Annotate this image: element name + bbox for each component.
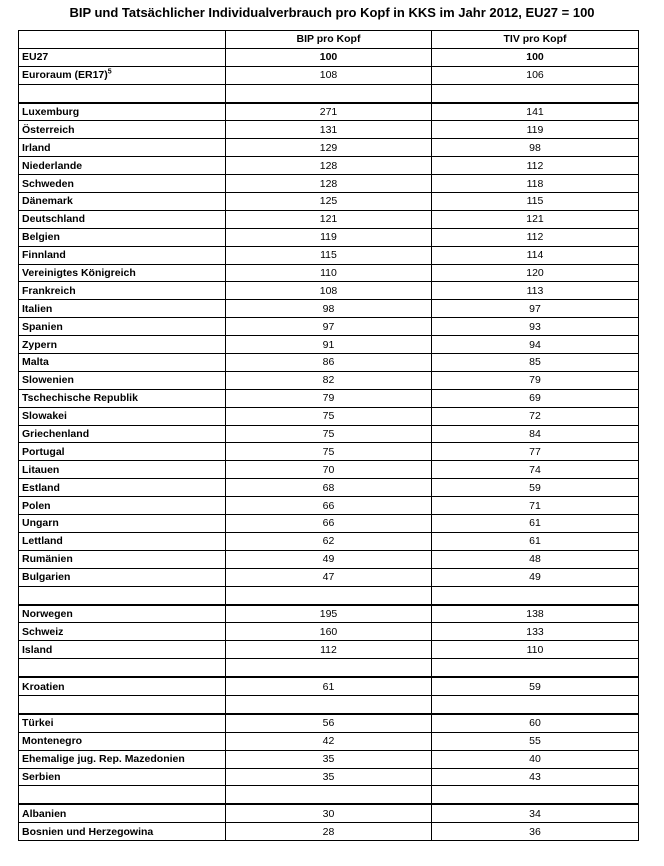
- country-name: Euroraum (ER17): [22, 69, 108, 82]
- country-name: Schweden: [22, 177, 74, 190]
- table-row: [19, 300, 639, 318]
- header-row: [19, 31, 639, 49]
- table-row: [19, 282, 639, 300]
- tiv-value: 119: [432, 121, 639, 139]
- table-row: [19, 103, 639, 121]
- bip-value: 30: [226, 804, 432, 822]
- table-row: [19, 823, 639, 841]
- tiv-value: 55: [432, 732, 639, 750]
- spacer-cell: [19, 786, 226, 804]
- country-name: Vereinigtes Königreich: [22, 267, 136, 280]
- bip-value: 128: [226, 157, 432, 175]
- table-body: [19, 48, 639, 840]
- tiv-value: 60: [432, 714, 639, 732]
- country-cell: [19, 714, 226, 732]
- spacer-cell: [19, 659, 226, 677]
- bip-value: 108: [226, 66, 432, 84]
- bip-value: 49: [226, 550, 432, 568]
- bip-value: 91: [226, 336, 432, 354]
- table-row: [19, 550, 639, 568]
- tiv-value: 71: [432, 497, 639, 515]
- spacer-row: [19, 84, 639, 102]
- country-cell: [19, 732, 226, 750]
- bip-value: 66: [226, 497, 432, 515]
- table-row: [19, 479, 639, 497]
- country-cell: [19, 48, 226, 66]
- tiv-value: 141: [432, 103, 639, 121]
- tiv-value: 94: [432, 336, 639, 354]
- table-row: [19, 389, 639, 407]
- country-name: Lettland: [22, 535, 63, 548]
- tiv-value: 72: [432, 407, 639, 425]
- bip-value: 128: [226, 175, 432, 193]
- country-cell: [19, 318, 226, 336]
- spacer-cell: [432, 659, 639, 677]
- country-name: Estland: [22, 481, 60, 494]
- tiv-value: 118: [432, 175, 639, 193]
- bip-value: 115: [226, 246, 432, 264]
- country-name: Deutschland: [22, 213, 86, 226]
- table-row: [19, 210, 639, 228]
- tiv-value: 79: [432, 371, 639, 389]
- spacer-cell: [432, 786, 639, 804]
- table-row: [19, 497, 639, 515]
- table-row: [19, 568, 639, 586]
- data-table: [18, 30, 639, 841]
- bip-value: 47: [226, 568, 432, 586]
- country-cell: [19, 641, 226, 659]
- spacer-cell: [226, 84, 432, 102]
- country-cell: [19, 157, 226, 175]
- country-name: Kroatien: [22, 680, 65, 693]
- spacer-row: [19, 586, 639, 604]
- country-name: Zypern: [22, 338, 58, 351]
- tiv-value: 113: [432, 282, 639, 300]
- table-row: [19, 732, 639, 750]
- tiv-value: 74: [432, 461, 639, 479]
- country-name: Italien: [22, 302, 53, 315]
- table-row: [19, 66, 639, 84]
- tiv-value: 98: [432, 139, 639, 157]
- header-country: [19, 31, 226, 49]
- table-row: [19, 714, 639, 732]
- header-bip: BIP pro Kopf: [226, 31, 432, 49]
- spacer-cell: [19, 586, 226, 604]
- country-name: Tschechische Republik: [22, 392, 138, 405]
- bip-value: 75: [226, 407, 432, 425]
- country-name: Serbien: [22, 770, 61, 783]
- bip-value: 56: [226, 714, 432, 732]
- bip-value: 42: [226, 732, 432, 750]
- country-name: Slowenien: [22, 374, 74, 387]
- bip-value: 100: [226, 48, 432, 66]
- country-cell: [19, 407, 226, 425]
- table-row: [19, 193, 639, 211]
- bip-value: 108: [226, 282, 432, 300]
- country-name: Niederlande: [22, 159, 83, 172]
- spacer-row: [19, 659, 639, 677]
- table-row: [19, 804, 639, 822]
- country-name: Ungarn: [22, 517, 59, 530]
- country-cell: [19, 336, 226, 354]
- table-row: [19, 157, 639, 175]
- spacer-cell: [226, 586, 432, 604]
- country-name: Türkei: [22, 717, 54, 730]
- tiv-value: 112: [432, 228, 639, 246]
- country-name: Frankreich: [22, 284, 76, 297]
- country-name: Belgien: [22, 231, 60, 244]
- country-name: Malta: [22, 356, 49, 369]
- table-row: [19, 623, 639, 641]
- country-cell: [19, 804, 226, 822]
- tiv-value: 110: [432, 641, 639, 659]
- tiv-value: 85: [432, 354, 639, 372]
- country-cell: [19, 515, 226, 533]
- tiv-value: 100: [432, 48, 639, 66]
- bip-value: 61: [226, 677, 432, 695]
- table-row: [19, 139, 639, 157]
- bip-value: 97: [226, 318, 432, 336]
- tiv-value: 43: [432, 768, 639, 786]
- bip-value: 160: [226, 623, 432, 641]
- bip-value: 271: [226, 103, 432, 121]
- table-row: [19, 264, 639, 282]
- spacer-cell: [432, 84, 639, 102]
- tiv-value: 48: [432, 550, 639, 568]
- tiv-value: 121: [432, 210, 639, 228]
- bip-value: 110: [226, 264, 432, 282]
- country-name: Montenegro: [22, 735, 83, 748]
- country-cell: [19, 568, 226, 586]
- bip-value: 75: [226, 425, 432, 443]
- spacer-cell: [226, 786, 432, 804]
- tiv-value: 93: [432, 318, 639, 336]
- table-row: [19, 768, 639, 786]
- tiv-value: 59: [432, 677, 639, 695]
- country-cell: [19, 264, 226, 282]
- country-cell: [19, 750, 226, 768]
- tiv-value: 36: [432, 823, 639, 841]
- bip-value: 195: [226, 605, 432, 623]
- table-row: [19, 246, 639, 264]
- country-cell: [19, 479, 226, 497]
- spacer-row: [19, 786, 639, 804]
- tiv-value: 49: [432, 568, 639, 586]
- country-cell: [19, 210, 226, 228]
- spacer-cell: [19, 84, 226, 102]
- country-cell: [19, 677, 226, 695]
- tiv-value: 133: [432, 623, 639, 641]
- table-row: [19, 425, 639, 443]
- country-name: Bosnien und Herzegowina: [22, 825, 154, 838]
- table-row: [19, 175, 639, 193]
- country-name: Griechenland: [22, 428, 90, 441]
- footnote-mark: 5: [107, 68, 112, 76]
- bip-value: 121: [226, 210, 432, 228]
- tiv-value: 138: [432, 605, 639, 623]
- country-cell: [19, 550, 226, 568]
- bip-value: 28: [226, 823, 432, 841]
- bip-value: 129: [226, 139, 432, 157]
- country-name: Ehemalige jug. Rep. Mazedonien: [22, 753, 185, 766]
- bip-value: 125: [226, 193, 432, 211]
- country-name: Island: [22, 643, 53, 656]
- tiv-value: 106: [432, 66, 639, 84]
- spacer-cell: [19, 695, 226, 713]
- table-row: [19, 336, 639, 354]
- table-row: [19, 605, 639, 623]
- bip-value: 70: [226, 461, 432, 479]
- country-cell: [19, 532, 226, 550]
- bip-value: 86: [226, 354, 432, 372]
- country-name: Litauen: [22, 463, 60, 476]
- country-cell: [19, 103, 226, 121]
- table-row: [19, 443, 639, 461]
- country-name: Dänemark: [22, 195, 73, 208]
- table-row: [19, 407, 639, 425]
- country-name: Albanien: [22, 807, 67, 820]
- table-row: [19, 228, 639, 246]
- tiv-value: 97: [432, 300, 639, 318]
- country-cell: [19, 246, 226, 264]
- bip-value: 98: [226, 300, 432, 318]
- country-name: Luxemburg: [22, 106, 80, 118]
- page-title: BIP und Tatsächlicher Individualverbrauch pro Kopf in KKS im Jahr 2012, EU27 = 100: [69, 5, 595, 20]
- tiv-value: 61: [432, 515, 639, 533]
- table-row: [19, 515, 639, 533]
- tiv-value: 59: [432, 479, 639, 497]
- country-cell: [19, 371, 226, 389]
- tiv-value: 77: [432, 443, 639, 461]
- tiv-value: 120: [432, 264, 639, 282]
- country-name: Norwegen: [22, 607, 73, 620]
- table-row: [19, 677, 639, 695]
- country-name: Slowakei: [22, 410, 67, 423]
- table-row: [19, 121, 639, 139]
- bip-value: 79: [226, 389, 432, 407]
- country-name: Rumänien: [22, 553, 73, 566]
- tiv-value: 115: [432, 193, 639, 211]
- table-row: [19, 371, 639, 389]
- country-cell: [19, 461, 226, 479]
- table-row: [19, 641, 639, 659]
- spacer-cell: [432, 695, 639, 713]
- bip-value: 62: [226, 532, 432, 550]
- country-cell: [19, 823, 226, 841]
- header-tiv: TIV pro Kopf: [432, 31, 639, 49]
- country-cell: [19, 623, 226, 641]
- country-cell: [19, 139, 226, 157]
- country-name: Finnland: [22, 249, 66, 262]
- spacer-cell: [226, 695, 432, 713]
- bip-value: 68: [226, 479, 432, 497]
- tiv-value: 34: [432, 804, 639, 822]
- table-row: [19, 532, 639, 550]
- country-cell: [19, 175, 226, 193]
- table-row: [19, 750, 639, 768]
- tiv-value: 40: [432, 750, 639, 768]
- country-name: Portugal: [22, 445, 65, 458]
- country-cell: [19, 389, 226, 407]
- country-name: Spanien: [22, 320, 63, 333]
- bip-value: 35: [226, 768, 432, 786]
- tiv-value: 61: [432, 532, 639, 550]
- country-cell: [19, 497, 226, 515]
- country-name: Polen: [22, 499, 51, 512]
- country-cell: [19, 300, 226, 318]
- country-name: Bulgarien: [22, 571, 71, 584]
- bip-value: 66: [226, 515, 432, 533]
- spacer-cell: [432, 586, 639, 604]
- country-cell: [19, 443, 226, 461]
- spacer-cell: [226, 659, 432, 677]
- table-row: [19, 318, 639, 336]
- country-cell: [19, 282, 226, 300]
- tiv-value: 84: [432, 425, 639, 443]
- country-cell: [19, 605, 226, 623]
- bip-value: 82: [226, 371, 432, 389]
- table-row: [19, 461, 639, 479]
- country-cell: [19, 768, 226, 786]
- country-cell: [19, 121, 226, 139]
- bip-value: 112: [226, 641, 432, 659]
- tiv-value: 112: [432, 157, 639, 175]
- country-name: Irland: [22, 141, 51, 154]
- bip-value: 35: [226, 750, 432, 768]
- tiv-value: 69: [432, 389, 639, 407]
- table-row: [19, 354, 639, 372]
- bip-value: 75: [226, 443, 432, 461]
- tiv-value: 114: [432, 246, 639, 264]
- country-cell: [19, 354, 226, 372]
- country-cell: [19, 193, 226, 211]
- country-cell: [19, 66, 226, 84]
- country-name: Österreich: [22, 123, 75, 136]
- spacer-row: [19, 695, 639, 713]
- bip-value: 119: [226, 228, 432, 246]
- country-name: Schweiz: [22, 625, 64, 638]
- bip-value: 131: [226, 121, 432, 139]
- country-name: EU27: [22, 51, 49, 64]
- country-cell: [19, 228, 226, 246]
- country-cell: [19, 425, 226, 443]
- table-row: [19, 48, 639, 66]
